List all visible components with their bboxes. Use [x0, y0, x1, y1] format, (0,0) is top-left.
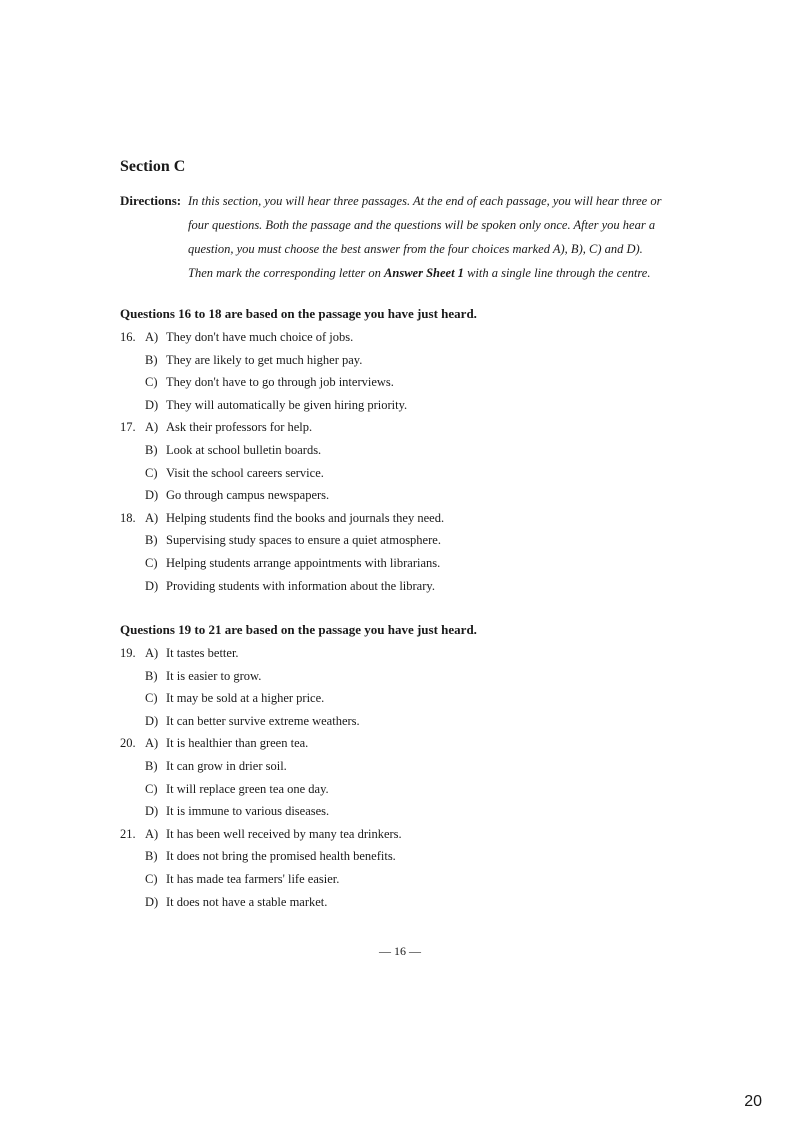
option-text: Go through campus newspapers. — [166, 488, 330, 503]
option-letter: C) — [145, 556, 158, 570]
option-text: It may be sold at a higher price. — [166, 691, 325, 706]
option-text: It tastes better. — [166, 646, 239, 660]
option-text: They are likely to get much higher pay. — [166, 352, 363, 367]
option-text: Helping students arrange appointments with librarians. — [166, 556, 441, 570]
option-text: It does not bring the promised health benefits. — [166, 849, 396, 864]
group-heading: Questions 16 to 18 are based on the passage you have just heard. — [120, 306, 477, 321]
section-title: Section C — [120, 158, 186, 175]
option-text: It is easier to grow. — [166, 668, 262, 683]
question-number: 21. — [120, 826, 136, 841]
option-letter: A) — [145, 736, 159, 751]
page-footer: — 16 — — [379, 944, 421, 958]
option-letter: C) — [145, 872, 158, 886]
option-text: They will automatically be given hiring priority. — [166, 397, 408, 412]
option-letter: B) — [145, 533, 158, 548]
option-letter: A) — [145, 646, 159, 660]
option-text: It has been well received by many tea drinkers. — [166, 826, 402, 841]
question-number: 19. — [120, 646, 136, 660]
option-text: It is healthier than green tea. — [166, 736, 309, 751]
corner-page-number: 20 — [744, 1093, 762, 1110]
option-letter: D) — [145, 894, 159, 909]
option-letter: B) — [145, 759, 158, 773]
option-letter: A) — [145, 826, 159, 841]
group-heading: Questions 19 to 21 are based on the passage you have just heard. — [120, 622, 477, 637]
directions-line-4-text: Then mark the corresponding letter on — [188, 266, 385, 280]
directions-line-3: question, you must choose the best answer from the four choices marked A), B), C) and D). — [188, 242, 643, 256]
option-text: Providing students with information about the library. — [166, 578, 435, 593]
option-letter: C) — [145, 691, 158, 706]
option-letter: B) — [145, 668, 158, 683]
directions-label: Directions: — [120, 193, 182, 208]
option-letter: D) — [145, 397, 159, 412]
option-text: It is immune to various diseases. — [166, 804, 330, 819]
directions-line-1: In this section, you will hear three passages. At the end of each passage, you will hear three or — [188, 194, 662, 208]
question-number: 20. — [120, 736, 136, 751]
question-number: 18. — [120, 510, 136, 525]
question-number: 16. — [120, 330, 136, 344]
option-letter: C) — [145, 465, 158, 480]
option-letter: A) — [145, 330, 159, 344]
option-letter: C) — [145, 375, 158, 390]
option-letter: D) — [145, 488, 159, 503]
question-number: 17. — [120, 420, 136, 435]
option-text: Helping students find the books and journals they need. — [166, 510, 445, 525]
directions-line-4-tail: with a single line through the centre. — [463, 266, 651, 280]
option-text: Ask their professors for help. — [166, 420, 313, 435]
option-text: It has made tea farmers' life easier. — [166, 872, 340, 886]
option-letter: A) — [145, 420, 159, 435]
option-text: Visit the school careers service. — [166, 465, 324, 480]
option-text: It does not have a stable market. — [166, 894, 328, 909]
option-letter: A) — [145, 510, 159, 525]
option-text: Supervising study spaces to ensure a quiet atmosphere. — [166, 533, 441, 548]
option-text: It can better survive extreme weathers. — [166, 713, 360, 728]
option-text: They don't have much choice of jobs. — [166, 330, 354, 344]
option-letter: D) — [145, 713, 159, 728]
option-text: They don't have to go through job interviews. — [166, 375, 394, 390]
option-text: It will replace green tea one day. — [166, 781, 329, 796]
option-letter: B) — [145, 443, 158, 457]
option-text: Look at school bulletin boards. — [166, 443, 322, 457]
answer-sheet-label: Answer Sheet 1 — [384, 266, 464, 280]
directions-line-4 — [188, 262, 651, 284]
option-letter: D) — [145, 804, 159, 819]
option-letter: D) — [145, 578, 159, 593]
option-letter: B) — [145, 352, 158, 367]
option-letter: C) — [145, 781, 158, 796]
option-letter: B) — [145, 849, 158, 864]
option-text: It can grow in drier soil. — [166, 759, 287, 773]
directions-line-2: four questions. Both the passage and the questions will be spoken only once. After you hear a — [188, 218, 656, 232]
